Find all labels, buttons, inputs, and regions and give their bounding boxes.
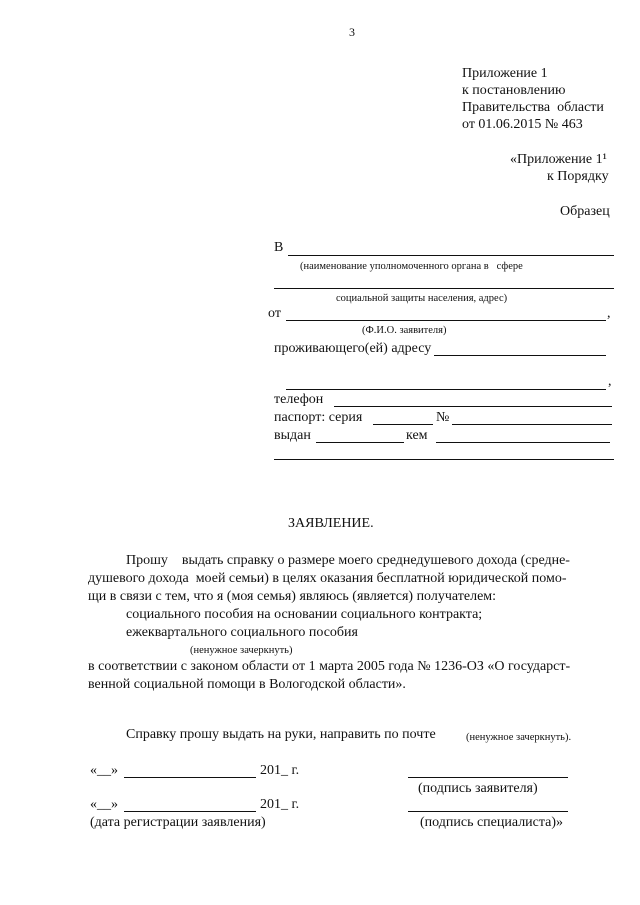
- appendix-line-4: от 01.06.2015 № 463: [462, 117, 583, 132]
- date-1-field[interactable]: [124, 777, 256, 778]
- date-2-open: «__»: [90, 797, 118, 812]
- delivery-text: Справку прошу выдать на руки, направить по почте: [126, 727, 436, 742]
- from-prefix: от: [268, 306, 281, 321]
- appendix-line-1: Приложение 1: [462, 66, 548, 81]
- strike-hint: (ненужное зачеркнуть): [190, 645, 293, 656]
- law-line-2: венной социальной помощи в Вологодской области».: [88, 677, 406, 692]
- specialist-signature-line[interactable]: [408, 811, 568, 812]
- fio-hint: (Ф.И.О. заявителя): [362, 325, 447, 336]
- from-comma: ,: [607, 306, 611, 321]
- date-1-open: «__»: [90, 763, 118, 778]
- address-label: проживающего(ей) адресу: [274, 341, 432, 356]
- body-line-2: душевого дохода моей семьи) в целях оказания бесплатной юридической помо-: [88, 571, 567, 586]
- passport-number-sign: №: [436, 410, 450, 425]
- sample-label: Образец: [560, 204, 610, 219]
- delivery-hint: (ненужное зачеркнуть).: [466, 732, 572, 743]
- to-prefix: В: [274, 240, 284, 255]
- address-comma: ,: [608, 374, 612, 389]
- passport-number-field[interactable]: [452, 424, 612, 425]
- by-whom-label: кем: [406, 428, 428, 443]
- passport-series-field[interactable]: [373, 424, 433, 425]
- issued-by-field-2[interactable]: [274, 459, 614, 460]
- phone-field-line[interactable]: [334, 406, 612, 407]
- law-line-1: в соответствии с законом области от 1 марта 2005 года № 1236-ОЗ «О государст-: [88, 659, 571, 674]
- specialist-signature-label: (подпись специалиста)»: [420, 815, 564, 830]
- issued-date-field[interactable]: [316, 442, 404, 443]
- applicant-signature-line[interactable]: [408, 777, 568, 778]
- address-field-line[interactable]: [434, 355, 606, 356]
- to-field-line[interactable]: [288, 255, 614, 256]
- date-2-year: 201_ г.: [260, 797, 300, 812]
- date-1-year: 201_ г.: [260, 763, 300, 778]
- org-hint-1: (наименование уполномоченного органа в сфере: [300, 261, 523, 272]
- option-quarterly-benefit: ежеквартального социального пособия: [126, 625, 358, 640]
- appendix2-line-1: «Приложение 1¹: [510, 152, 607, 167]
- org-field-line-2[interactable]: [274, 288, 614, 289]
- passport-label: паспорт: серия: [274, 410, 363, 425]
- option-social-contract: социального пособия на основании социального контракта;: [126, 607, 483, 622]
- from-field-line[interactable]: [286, 320, 606, 321]
- appendix2-line-2: к Порядку: [547, 169, 609, 184]
- document-title: ЗАЯВЛЕНИЕ.: [288, 516, 374, 531]
- body-line-3: щи в связи с тем, что я (моя семья) являюсь (является) получателем:: [88, 589, 497, 604]
- body-line-1: Прошу выдать справку о размере моего среднедушевого дохода (средне-: [126, 553, 570, 568]
- appendix-line-3: Правительства области: [462, 100, 604, 115]
- issued-label: выдан: [274, 428, 311, 443]
- issued-by-field[interactable]: [436, 442, 610, 443]
- registration-date-field[interactable]: [124, 811, 256, 812]
- page-number: 3: [349, 25, 355, 39]
- registration-date-label: (дата регистрации заявления): [90, 815, 266, 830]
- phone-label: телефон: [274, 392, 324, 407]
- appendix-line-2: к постановлению: [462, 83, 566, 98]
- org-hint-2: социальной защиты населения, адрес): [336, 293, 508, 304]
- address-field-line-2[interactable]: [286, 389, 606, 390]
- applicant-signature-label: (подпись заявителя): [418, 781, 538, 796]
